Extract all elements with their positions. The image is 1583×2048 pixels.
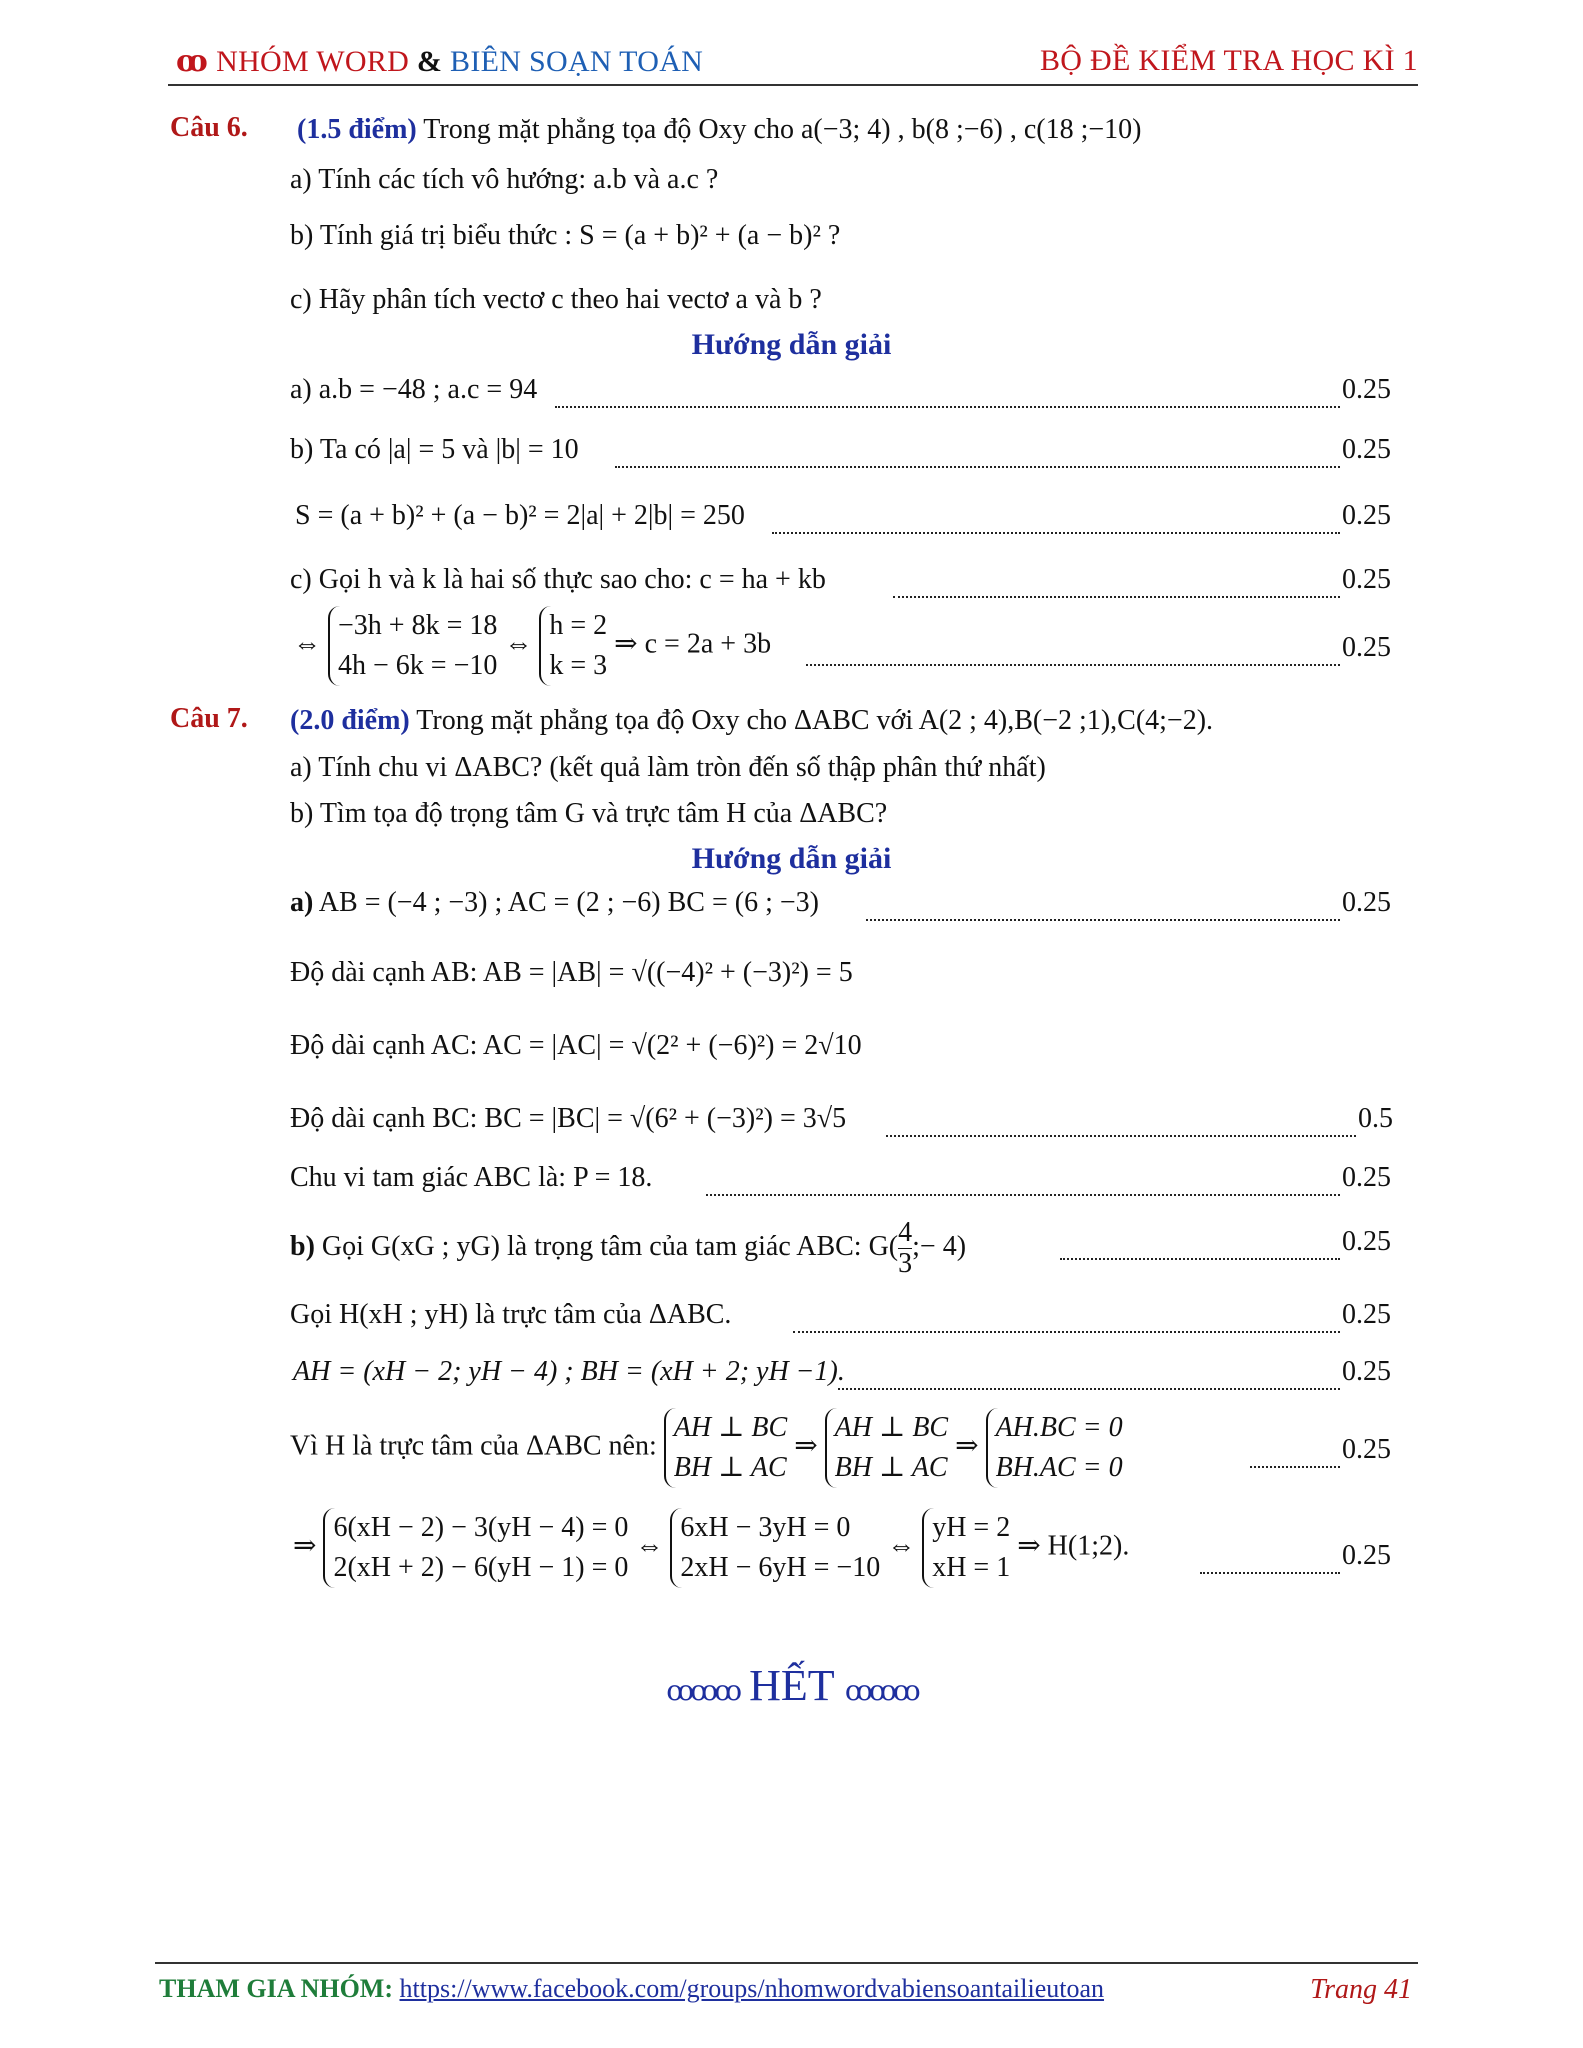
q7-orthocenter-lead: Vì H là trực tâm của ΔABC nên: (290, 1430, 657, 1462)
q7-leader-dots-1 (866, 885, 1340, 921)
q7-perp-system-1 (664, 1408, 787, 1488)
q6-score-5: 0.25 (1342, 632, 1391, 663)
q7-perp-2b: BH ⊥ AC (834, 1452, 948, 1483)
q6-decomposition-result: ⇒ c = 2a + 3b (614, 628, 772, 660)
q7-implies-2: ⇒ (955, 1430, 979, 1462)
q7-fraction-denominator: 3 (898, 1248, 913, 1279)
question-7-stem (290, 703, 1213, 739)
q6-iff-symbol: ⇔ (293, 628, 321, 660)
q7-iff-1: ⇔ (635, 1530, 664, 1562)
q6-system-2-eq2: k = 3 (549, 650, 608, 681)
q7-perp-1a: AH ⊥ BC (673, 1412, 788, 1443)
q6-system-1-eq2: 4h − 6k = −10 (338, 650, 498, 681)
q6-solution-line-2: b) Ta có |a| = 5 và |b| = 10 (290, 434, 579, 465)
question-7-part-b: b) Tìm tọa độ trọng tâm G và trực tâm H của ΔABC? (290, 798, 888, 829)
q7-score-8: 0.25 (1342, 1356, 1391, 1387)
end-text: HẾT (749, 1661, 834, 1710)
q7-solution-line-7: Gọi H(xH ; yH) là trực tâm của ΔABC. (290, 1299, 732, 1330)
header-group-name: NHÓM WORD (216, 45, 410, 78)
q7-solution-line-1 (290, 885, 819, 921)
q7-leader-dots-4 (886, 1101, 1356, 1137)
question-6-label: Câu 6. (170, 112, 248, 143)
q7-centroid-text: Gọi G(xG ; yG) là trọng tâm của tam giác ABC: G( (321, 1230, 899, 1262)
group-logo-icon: ꝏ (176, 45, 209, 78)
q6-score-1: 0.25 (1342, 374, 1391, 405)
footer-join-label: THAM GIA NHÓM: (159, 1974, 393, 2003)
q7-solution-line-9 (290, 1408, 1123, 1488)
question-7-solution-heading: Hướng dẫn giải (691, 842, 892, 875)
q6-leader-dots-4 (893, 562, 1340, 598)
header-title: BỘ ĐỀ KIỂM TRA HỌC KÌ 1 (1039, 44, 1418, 77)
page-footer (155, 1962, 1418, 2004)
q7-leader-dots-10 (1200, 1538, 1340, 1574)
q7-linear-system-1 (323, 1508, 628, 1588)
question-7-part-a: a) Tính chu vi ΔABC? (kết quả làm tròn đến số thập phân thứ nhất) (290, 752, 1046, 783)
question-6-part-a: a) Tính các tích vô hướng: a.b và a.c ? (290, 164, 719, 195)
q7-score-7: 0.25 (1342, 1299, 1391, 1330)
q7-score-6: 0.25 (1342, 1226, 1391, 1257)
q7-solution-system (922, 1508, 1010, 1588)
q7-score-4: 0.5 (1358, 1103, 1393, 1134)
q6-leader-dots-5 (806, 630, 1340, 666)
q7-leader-dots-6 (1060, 1224, 1340, 1260)
q7-vectors: AB = (−4 ; −3) ; AC = (2 ; −6) BC = (6 ; −3) (318, 887, 819, 918)
q6-score-3: 0.25 (1342, 500, 1391, 531)
q6-system-1 (328, 606, 497, 686)
left-swirl-ornament-icon: ꝏꝏꝏ (666, 1676, 739, 1707)
q7-solution-line-6 (290, 1218, 966, 1279)
q6-iff-symbol-2: ⇔ (504, 628, 533, 660)
header-group-subtitle: BIÊN SOẠN TOÁN (450, 45, 704, 78)
q7-perp-1b: BH ⊥ AC (673, 1452, 787, 1483)
question-6-part-c: c) Hãy phân tích vectơ c theo hai vectơ a và b ? (290, 284, 822, 315)
q7-lin-1a: 6(xH − 2) − 3(yH − 4) = 0 (333, 1512, 629, 1543)
q7-score-9: 0.25 (1342, 1434, 1391, 1465)
question-7-label: Câu 7. (170, 703, 248, 734)
q7-score-1: 0.25 (1342, 887, 1391, 918)
footer-group-link[interactable]: https://www.facebook.com/groups/nhomwordvabiensoantailieutoan (399, 1974, 1105, 2003)
question-6-points: (1.5 điểm) (297, 114, 417, 145)
q7-solution-line-4: Độ dài cạnh BC: BC = |BC| = √(6² + (−3)²) = 3√5 (290, 1103, 847, 1134)
q6-leader-dots-1 (555, 372, 1340, 408)
q6-system-1-eq1: −3h + 8k = 18 (338, 610, 498, 641)
page-header (168, 42, 1418, 86)
q7-orthocenter-result: ⇒ H(1;2). (1017, 1530, 1130, 1562)
q7-score-10: 0.25 (1342, 1540, 1391, 1571)
q7-lin-2b: 2xH − 6yH = −10 (680, 1552, 881, 1583)
question-6-stem-text: Trong mặt phẳng tọa độ Oxy cho a(−3; 4) , b(8 ;−6) , c(18 ;−10) (423, 114, 1142, 145)
q7-dot-eq1: AH.BC = 0 (995, 1412, 1123, 1443)
q7-dot-system (986, 1408, 1123, 1488)
q7-leader-dots-7 (793, 1297, 1340, 1333)
q7-leader-dots-9 (1250, 1432, 1340, 1468)
q7-leader-dots-5 (706, 1160, 1340, 1196)
q7-dot-eq2: BH.AC = 0 (995, 1452, 1123, 1483)
footer-join (159, 1974, 1104, 2004)
q7-solution-line-2: Độ dài cạnh AB: AB = |AB| = √((−4)² + (−3)²) = 5 (290, 957, 853, 988)
q7-lin-1b: 2(xH + 2) − 6(yH − 1) = 0 (333, 1552, 629, 1583)
q7-solution-line-8: AH = (xH − 2; yH − 4) ; BH = (xH + 2; yH −1). (293, 1356, 845, 1387)
end-marker (0, 1660, 1583, 1711)
q7-sol-y: yH = 2 (932, 1512, 1011, 1543)
right-swirl-ornament-icon: ꝏꝏꝏ (844, 1676, 917, 1707)
q7-solution-line-3: Độ dài cạnh AC: AC = |AC| = √(2² + (−6)²) = 2√10 (290, 1030, 862, 1061)
q6-solution-line-5 (293, 606, 771, 686)
q6-score-4: 0.25 (1342, 564, 1391, 595)
q6-leader-dots-3 (772, 498, 1340, 534)
page-number: Trang 41 (1310, 1974, 1412, 2005)
q7-sol-x: xH = 1 (932, 1552, 1011, 1583)
q6-solution-line-3: S = (a + b)² + (a − b)² = 2|a| + 2|b| = 250 (295, 500, 745, 531)
question-6-part-b: b) Tính giá trị biểu thức : S = (a + b)² + (a − b)² ? (290, 220, 841, 251)
q7-solution-line-10 (293, 1508, 1129, 1588)
q7-part-a-lead: a) (290, 887, 314, 918)
q6-solution-line-1: a) a.b = −48 ; a.c = 94 (290, 374, 538, 405)
q7-lin-2a: 6xH − 3yH = 0 (680, 1512, 851, 1543)
q6-system-2 (539, 606, 607, 686)
q7-perp-2a: AH ⊥ BC (834, 1412, 949, 1443)
q6-system-2-eq1: h = 2 (549, 610, 608, 641)
q6-solution-line-4: c) Gọi h và k là hai số thực sao cho: c = ha + kb (290, 564, 826, 595)
question-6-stem (297, 112, 1142, 148)
q7-fraction-numerator: 4 (898, 1217, 913, 1248)
question-6-solution-heading: Hướng dẫn giải (691, 328, 892, 361)
q7-solution-line-5: Chu vi tam giác ABC là: P = 18. (290, 1162, 653, 1193)
q7-leader-dots-8 (838, 1354, 1340, 1390)
question-7-points: (2.0 điểm) (290, 705, 410, 736)
q7-iff-2: ⇔ (887, 1530, 916, 1562)
q7-implies-3: ⇒ (293, 1530, 317, 1562)
header-left (176, 44, 703, 79)
q7-part-b-lead: b) (290, 1230, 315, 1262)
q7-centroid-tail: ;− 4) (912, 1230, 967, 1262)
q7-perp-system-2 (825, 1408, 948, 1488)
q6-leader-dots-2 (615, 432, 1340, 468)
q7-centroid-fraction (898, 1218, 912, 1279)
q7-linear-system-2 (670, 1508, 880, 1588)
header-ampersand: & (416, 45, 443, 78)
q7-score-5: 0.25 (1342, 1162, 1391, 1193)
q7-implies-1: ⇒ (794, 1430, 818, 1462)
q6-score-2: 0.25 (1342, 434, 1391, 465)
question-7-stem-text: Trong mặt phẳng tọa độ Oxy cho ΔABC với A(2 ; 4),B(−2 ;1),C(4;−2). (416, 705, 1214, 736)
